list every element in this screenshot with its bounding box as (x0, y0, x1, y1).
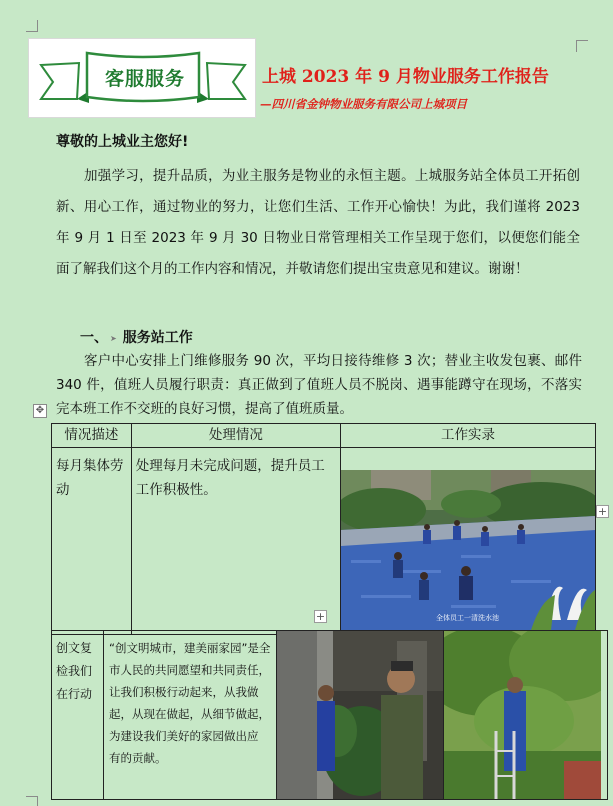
row2-description: 创文复检我们在行动 (52, 631, 104, 800)
intro-paragraph: 加强学习，提升品质，为业主服务是物业的永恒主题。上城服务站全体员工开拓创新、用心工作，通过物业的努力，让您们生活、工作开心愉快！为此，我们谨将 2023 年 9 月 1 日至 2023 年 9 月 30 日物业日常管理相关工作呈现于您们，以便您们能全面了解我们这个月的工作内容和情况，并敬请您们提出宝贵意见和建议。谢谢！ (56, 168, 580, 277)
row-photo-cell (341, 448, 596, 635)
section-number: 一、 (80, 330, 108, 346)
add-row-button[interactable]: + (315, 610, 326, 623)
greeting: 尊敬的上城业主您好! (56, 134, 189, 150)
pruning-photo (443, 631, 601, 799)
report-subtitle: —四川省金钟物业服务有限公司上城项目 (260, 97, 467, 111)
pool-cleaning-photo (341, 470, 595, 630)
header-description: 情况描述 (52, 424, 132, 448)
customer-service-banner (28, 38, 256, 118)
crop-mark-bottom-left (26, 796, 38, 806)
table-row (52, 631, 608, 800)
pruning-image (444, 631, 601, 799)
section-title: 服务站工作 (122, 330, 193, 346)
crop-mark-top-left (26, 20, 38, 32)
row-handling: 处理每月未完成问题，提升员工工作积极性。 (131, 448, 340, 635)
banner-text: 客服服务 (104, 68, 185, 90)
work-table (51, 423, 596, 635)
section-body: 客户中心安排上门维修服务 90 次，平均日接待维修 3 次；替业主收发包裹、邮件 340 件，值班人员履行职责：真正做到了值班人员不脱岗、遇事能蹲守在现场，不落实完本班工作不交班的良好习惯，提高了值班质量。 (56, 353, 582, 417)
crop-mark-top-right (576, 40, 588, 52)
photo-caption: 全体员工一清洗水池 (436, 614, 499, 622)
planting-image (277, 631, 443, 799)
add-column-button[interactable]: + (597, 505, 608, 518)
row2-handling: “创文明城市，建美丽家园”是全市人民的共同愿望和共同责任，让我们积极行动起来，从我做起，从现在做起，从细节做起，为建设我们美好的家园做出应 有的贡献。 (104, 631, 277, 800)
header-record: 工作实录 (341, 424, 596, 448)
work-table-2 (51, 630, 608, 800)
row-description: 每月集体劳动 (52, 448, 132, 635)
row2-photo-cell (277, 631, 608, 800)
section-heading (80, 327, 193, 347)
list-arrow-icon: ➤ (110, 333, 117, 343)
planting-photo (277, 631, 443, 799)
header-handling: 处理情况 (131, 424, 340, 448)
report-title: 上城 2023 年 9 月物业服务工作报告 (262, 67, 549, 87)
table-header-row (52, 424, 596, 448)
table-move-handle-icon[interactable]: ✥ (33, 404, 47, 418)
pool-cleaning-image (341, 470, 595, 630)
table-row (52, 448, 596, 635)
